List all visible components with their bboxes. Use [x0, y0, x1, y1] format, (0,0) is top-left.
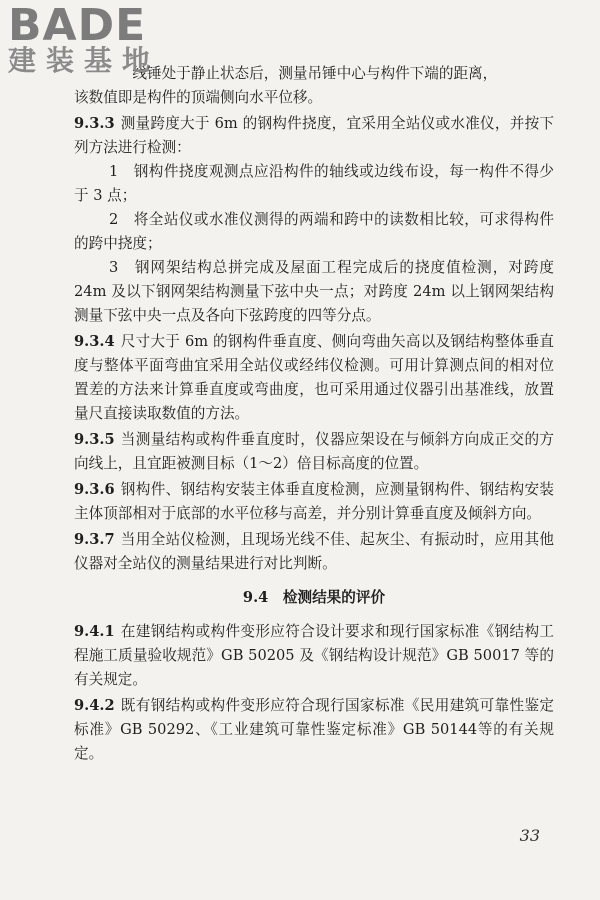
clause-9-3-3-item-3: 3 钢网架结构总拼完成及屋面工程完成后的挠度值检测，对跨度 24m 及以下钢网架结构测量下弦中央一点；对跨度 24m 以上钢网架结构测量下弦中央一点及各向下弦跨度的四等分点。: [74, 259, 554, 324]
clause-number: 9.3.3: [74, 115, 115, 132]
clause-9-3-3: [74, 112, 554, 160]
clause-text: 钢构件、钢结构安装主体垂直度检测，应测量钢构件、钢结构安装主体顶部相对于底部的水平位移与高差，并分别计算垂直度及倾斜方向。: [74, 481, 554, 522]
section-title-9-4: 9.4 检测结果的评价: [242, 589, 386, 606]
page-number: 33: [519, 826, 540, 845]
clause-text: 测量跨度大于 6m 的钢构件挠度，宜采用全站仪或水准仪，并按下列方法进行检测：: [74, 115, 554, 156]
clause-number: 9.4.1: [74, 623, 115, 640]
clause-text: 尺寸大于 6m 的钢构件垂直度、侧向弯曲矢高以及钢结构整体垂直度与整体平面弯曲宜采用全站仪或经纬仪检测。可用计算测点间的相对位置差的方法来计算垂直度或弯曲度，也可采用通过仪器引出基准线，放置量尺直接读取数值的方法。: [74, 333, 554, 422]
clause-text: 当测量结构或构件垂直度时，仪器应架设在与倾斜方向成正交的方向线上，且宜距被测目标（1～2）倍目标高度的位置。: [74, 431, 554, 472]
intro-line-1: 线锤处于静止状态后，测量吊锤中心与构件下端的距离，: [132, 65, 498, 82]
clause-number: 9.3.6: [74, 481, 115, 498]
logo-wordmark: BADE: [8, 0, 147, 51]
clause-9-4-2: [74, 694, 554, 766]
clause-number: 9.3.5: [74, 431, 115, 448]
clause-9-3-4: [74, 330, 554, 426]
clause-text: 在建钢结构或构件变形应符合设计要求和现行国家标准《钢结构工程施工质量验收规范》GB 50205 及《钢结构设计规范》GB 50017 等的有关规定。: [74, 623, 554, 688]
clause-text: 既有钢结构或构件变形应符合现行国家标准《民用建筑可靠性鉴定标准》GB 50292、《工业建筑可靠性鉴定标准》GB 50144等的有关规定。: [74, 697, 554, 762]
clause-number: 9.3.7: [74, 531, 115, 548]
clause-number: 9.4.2: [74, 697, 115, 714]
clause-number: 9.3.4: [74, 333, 115, 350]
clause-9-4-1: [74, 620, 554, 692]
bade-logo: [8, 2, 160, 76]
intro-line-2: 该数值即是构件的顶端侧向水平位移。: [74, 89, 323, 106]
clause-9-3-5: [74, 428, 554, 476]
clause-9-3-3-item-1: 1 钢构件挠度观测点应沿构件的轴线或边线布设，每一构件不得少于 3 点；: [74, 163, 554, 204]
clause-9-3-6: [74, 478, 554, 526]
logo-subtitle: 建装基地: [8, 44, 161, 77]
clause-text: 当用全站仪检测，且现场光线不佳、起灰尘、有振动时，应用其他仪器对全站仪的测量结果进行对比判断。: [74, 531, 554, 572]
document-body: [74, 62, 554, 766]
clause-9-3-3-item-2: 2 将全站仪或水准仪测得的两端和跨中的读数相比较，可求得构件的跨中挠度；: [74, 211, 554, 252]
clause-9-3-7: [74, 528, 554, 576]
